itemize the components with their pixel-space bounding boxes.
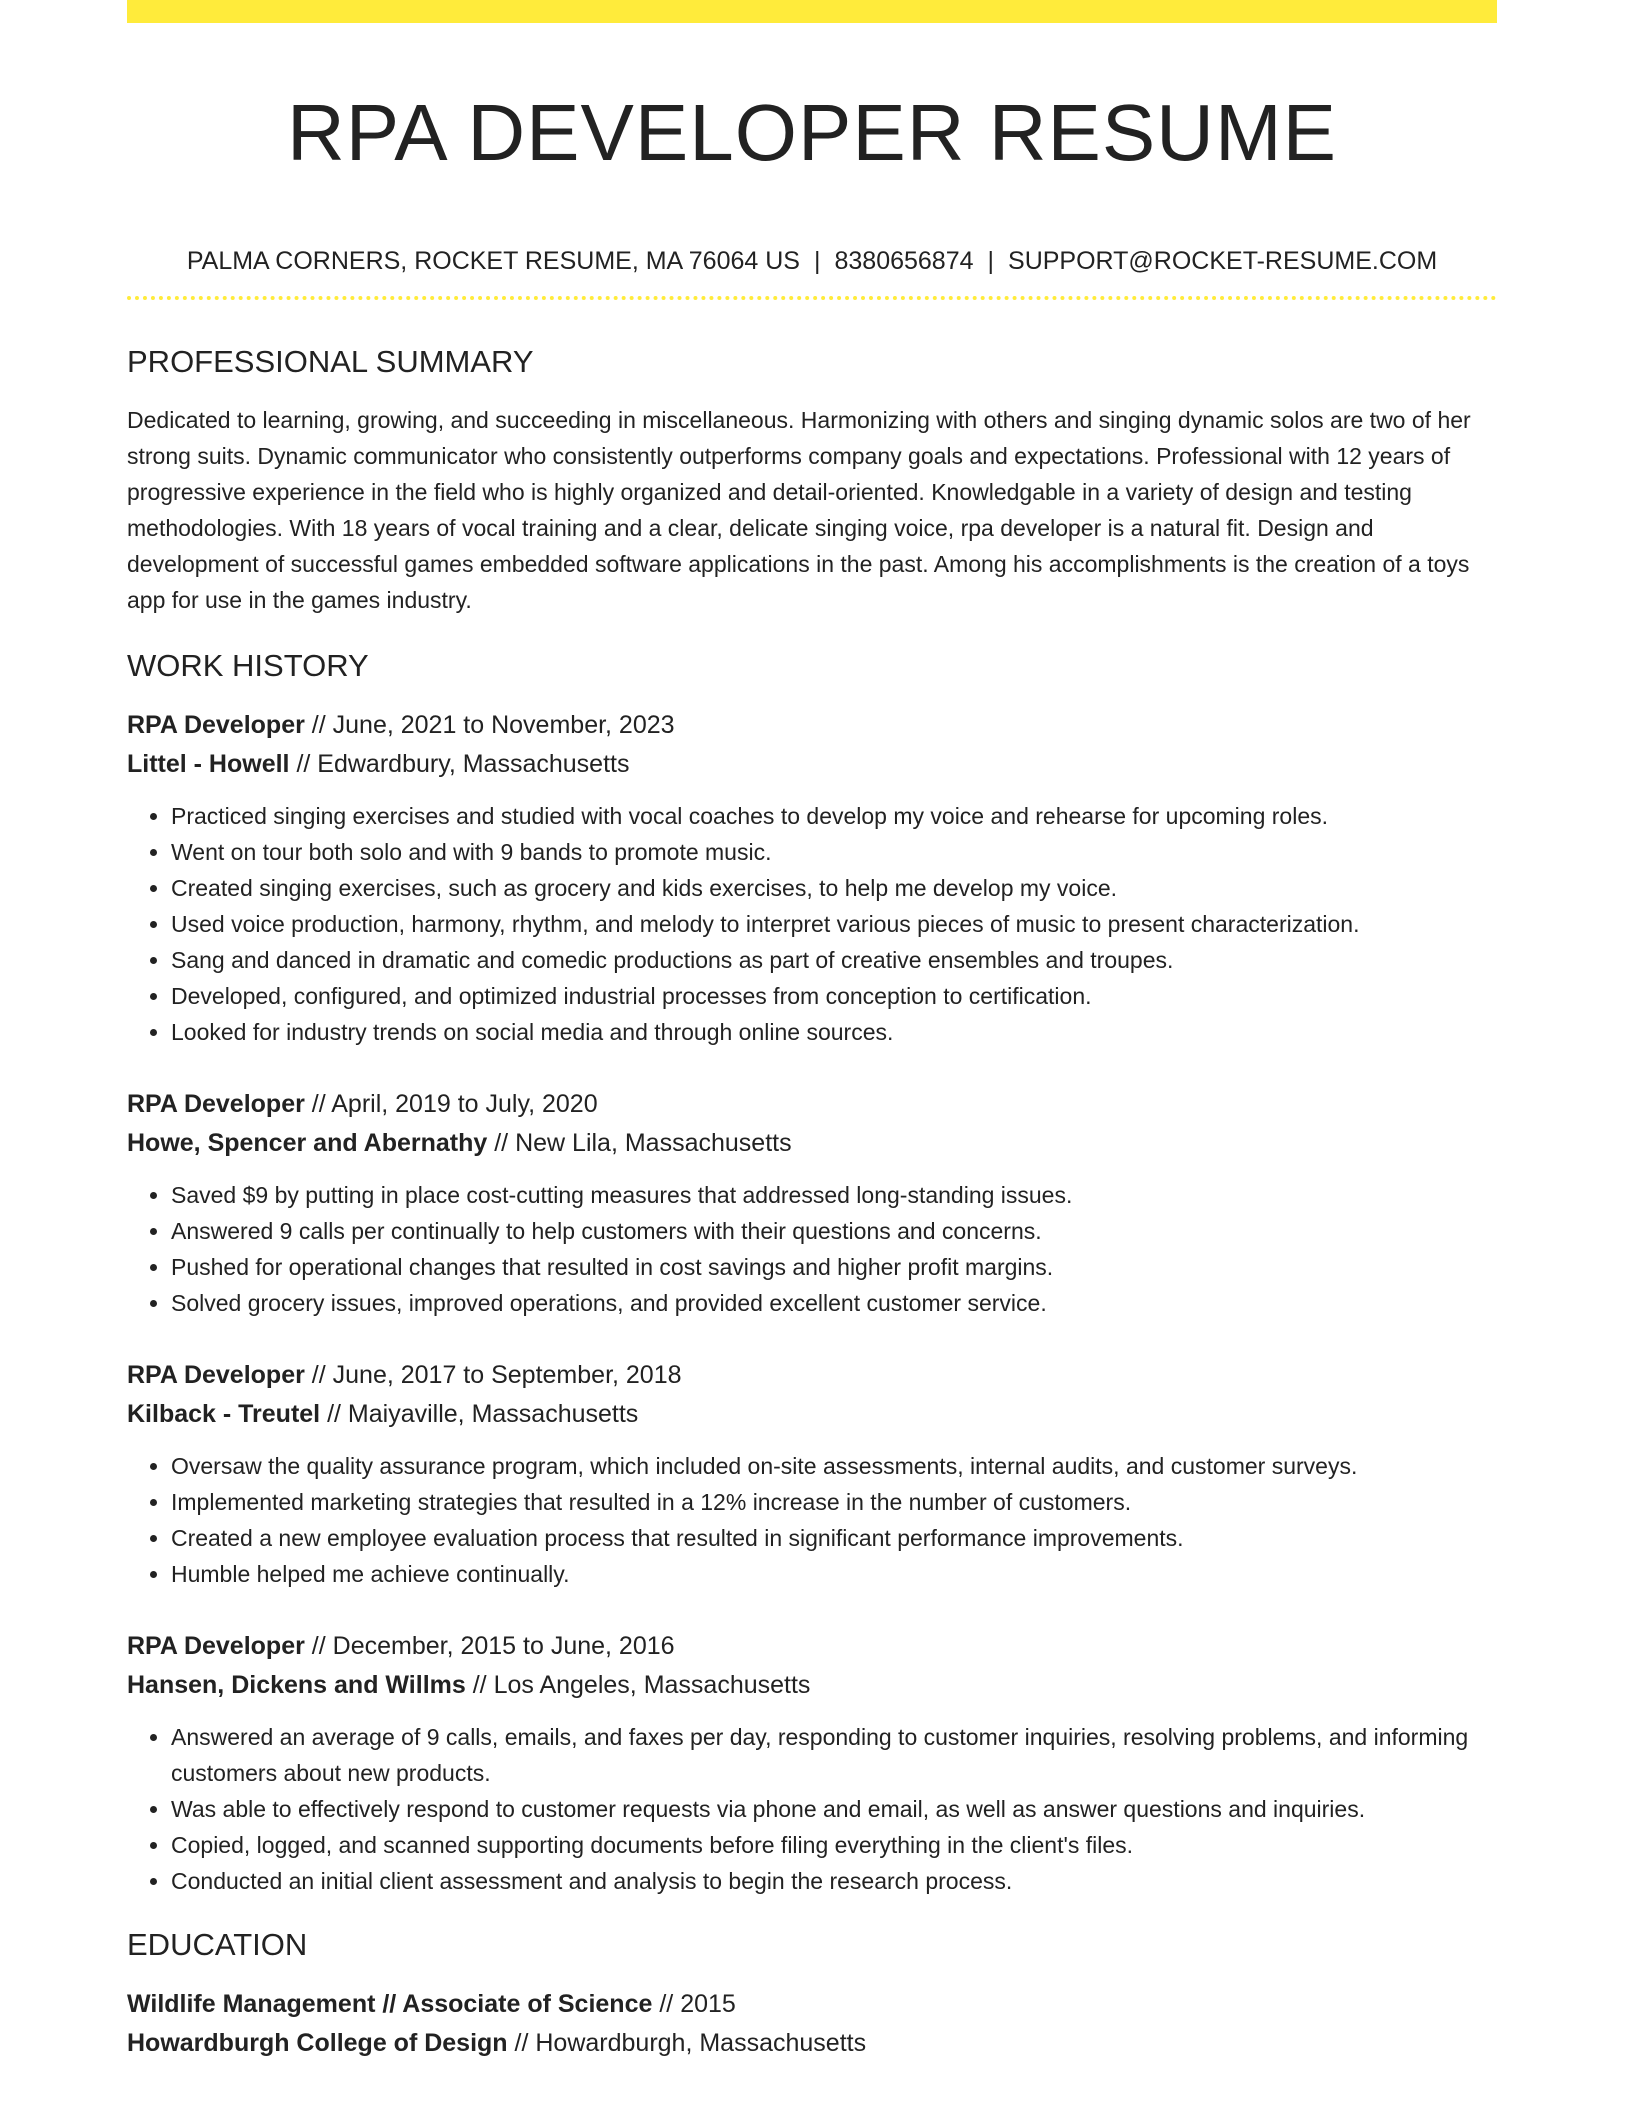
job-bullet-list bbox=[127, 798, 1497, 1050]
education-year: 2015 bbox=[680, 1990, 736, 2018]
job-bullet: • Conducted an initial client assessment and analysis to begin the research process. bbox=[171, 1863, 1497, 1899]
job-entry bbox=[127, 706, 1497, 1050]
job-location: Maiyaville, Massachusetts bbox=[347, 1400, 639, 1428]
job-title-line bbox=[127, 1627, 1497, 1666]
contact-email: SUPPORT@ROCKET-RESUME.COM bbox=[1008, 247, 1438, 275]
summary-text: Dedicated to learning, growing, and succeeding in miscellaneous. Harmonizing with others and singing dynamic solos are two of her strong suits. Dynamic communicator who consistently outperforms company goals and expectations. Professional with 12 years of progressive experience in the field who is highly organized and detail-oriented. Knowledgable in a variety of design and testing methodologies. With 18 years of vocal training and a clear, delicate singing voice, rpa developer is a natural fit. Design and development of successful games embedded software applications in the past. Among his accomplishments is the creation of a toys app for use in the games industry. bbox=[127, 407, 1471, 613]
job-bullet: • Implemented marketing strategies that resulted in a 12% increase in the number of customers. bbox=[171, 1484, 1497, 1520]
job-title-line bbox=[127, 706, 1497, 745]
dotted-divider bbox=[127, 296, 1497, 300]
job-entry bbox=[127, 1627, 1497, 1899]
job-bullet: • Solved grocery issues, improved operations, and provided excellent customer service. bbox=[171, 1285, 1497, 1321]
job-entry bbox=[127, 1356, 1497, 1592]
job-dates: June, 2017 to September, 2018 bbox=[332, 1361, 682, 1389]
education-heading: EDUCATION bbox=[127, 1927, 308, 1962]
job-company-line bbox=[127, 1124, 1497, 1163]
job-bullet: • Developed, configured, and optimized industrial processes from conception to certification. bbox=[171, 978, 1497, 1014]
summary-heading: PROFESSIONAL SUMMARY bbox=[127, 344, 534, 379]
job-separator: // bbox=[304, 1632, 333, 1660]
job-company: Howe, Spencer and Abernathy bbox=[127, 1129, 488, 1157]
resume-title: RPA DEVELOPER RESUME bbox=[287, 88, 1337, 177]
work-history-list bbox=[127, 706, 1497, 1899]
job-location: Edwardbury, Massachusetts bbox=[317, 750, 630, 778]
job-bullet: • Looked for industry trends on social media and through online sources. bbox=[171, 1014, 1497, 1050]
contact-phone: 8380656874 bbox=[834, 247, 974, 275]
job-location: New Lila, Massachusetts bbox=[515, 1129, 792, 1157]
job-bullet: • Answered an average of 9 calls, emails, and faxes per day, responding to customer inquiries, resolving problems, and informing customers about new products. bbox=[171, 1719, 1497, 1791]
education-school-line bbox=[127, 2024, 1497, 2063]
contact-separator: | bbox=[987, 247, 995, 275]
job-bullet: • Pushed for operational changes that resulted in cost savings and higher profit margins. bbox=[171, 1249, 1497, 1285]
job-company: Littel - Howell bbox=[127, 750, 290, 778]
job-bullet-list bbox=[127, 1719, 1497, 1899]
job-separator: // bbox=[320, 1400, 348, 1428]
job-company: Hansen, Dickens and Willms bbox=[127, 1671, 466, 1699]
education-location: Howardburgh, Massachusetts bbox=[535, 2029, 867, 2057]
job-separator: // bbox=[465, 1671, 494, 1699]
job-bullet: • Sang and danced in dramatic and comedic productions as part of creative ensembles and troupes. bbox=[171, 942, 1497, 978]
job-title: RPA Developer bbox=[127, 1361, 305, 1389]
education-degree: Wildlife Management // Associate of Science bbox=[127, 1990, 653, 2018]
job-separator: // bbox=[304, 1361, 333, 1389]
job-bullet: • Answered 9 calls per continually to help customers with their questions and concerns. bbox=[171, 1213, 1497, 1249]
education-school: Howardburgh College of Design bbox=[127, 2029, 508, 2057]
job-title-line bbox=[127, 1085, 1497, 1124]
job-company-line bbox=[127, 1666, 1497, 1705]
contact-line bbox=[127, 245, 1497, 277]
job-company: Kilback - Treutel bbox=[127, 1400, 321, 1428]
job-bullet: • Oversaw the quality assurance program, which included on-site assessments, internal audits, and customer surveys. bbox=[171, 1448, 1497, 1484]
job-bullet: • Humble helped me achieve continually. bbox=[171, 1556, 1497, 1592]
job-title: RPA Developer bbox=[127, 1090, 305, 1118]
job-dates: December, 2015 to June, 2016 bbox=[332, 1632, 675, 1660]
job-bullet-list bbox=[127, 1448, 1497, 1592]
job-separator: // bbox=[487, 1129, 516, 1157]
job-separator: // bbox=[304, 1090, 332, 1118]
job-bullet: • Was able to effectively respond to customer requests via phone and email, as well as answer questions and inquiries. bbox=[171, 1791, 1497, 1827]
job-title: RPA Developer bbox=[127, 1632, 305, 1660]
work-history-heading: WORK HISTORY bbox=[127, 648, 369, 683]
top-accent-bar bbox=[127, 0, 1497, 23]
job-company-line bbox=[127, 745, 1497, 784]
job-bullet: • Used voice production, harmony, rhythm, and melody to interpret various pieces of music to present characterization. bbox=[171, 906, 1497, 942]
job-title-line bbox=[127, 1356, 1497, 1395]
education-separator: // bbox=[507, 2029, 536, 2057]
job-bullet: • Saved $9 by putting in place cost-cutting measures that addressed long-standing issues. bbox=[171, 1177, 1497, 1213]
job-title: RPA Developer bbox=[127, 711, 305, 739]
job-location: Los Angeles, Massachusetts bbox=[493, 1671, 811, 1699]
job-bullet: • Went on tour both solo and with 9 bands to promote music. bbox=[171, 834, 1497, 870]
education-degree-line bbox=[127, 1985, 1497, 2024]
education-entry bbox=[127, 1985, 1497, 2063]
job-entry bbox=[127, 1085, 1497, 1321]
contact-separator: | bbox=[813, 247, 821, 275]
job-bullet: • Practiced singing exercises and studied with vocal coaches to develop my voice and rehearse for upcoming roles. bbox=[171, 798, 1497, 834]
resume-page bbox=[127, 0, 1497, 2063]
contact-address: PALMA CORNERS, ROCKET RESUME, MA 76064 US bbox=[186, 247, 800, 275]
education-separator: // bbox=[652, 1990, 681, 2018]
job-dates: April, 2019 to July, 2020 bbox=[331, 1090, 598, 1118]
job-separator: // bbox=[289, 750, 318, 778]
job-bullet-list bbox=[127, 1177, 1497, 1321]
job-company-line bbox=[127, 1395, 1497, 1434]
job-bullet: • Created singing exercises, such as grocery and kids exercises, to help me develop my voice. bbox=[171, 870, 1497, 906]
job-bullet: • Copied, logged, and scanned supporting documents before filing everything in the client's files. bbox=[171, 1827, 1497, 1863]
job-bullet: • Created a new employee evaluation process that resulted in significant performance improvements. bbox=[171, 1520, 1497, 1556]
job-dates: June, 2021 to November, 2023 bbox=[332, 711, 675, 739]
job-separator: // bbox=[304, 711, 333, 739]
